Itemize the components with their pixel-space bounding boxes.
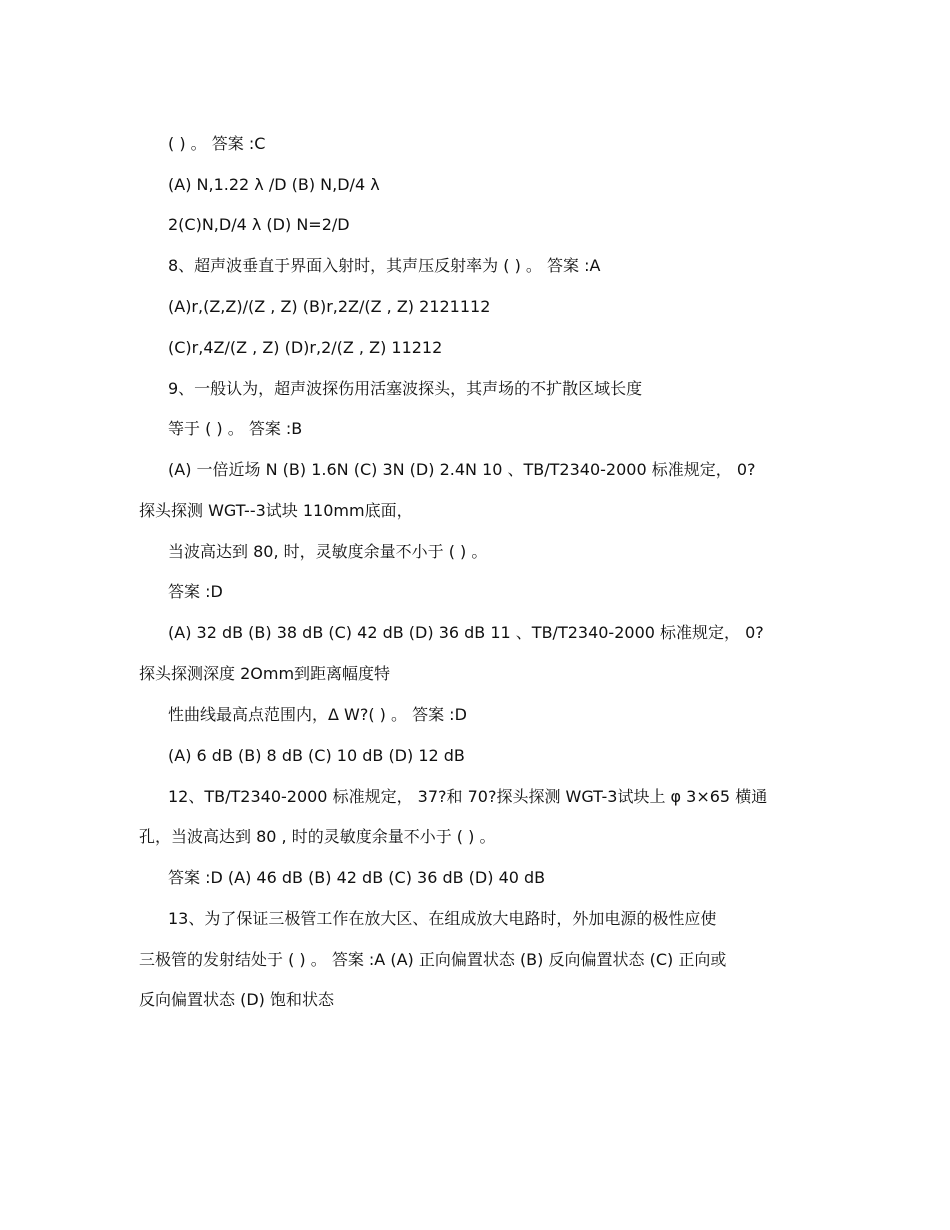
text-line: (A)r,(Z,Z)/(Z , Z) (B)r,2Z/(Z , Z) 2121112 [168, 297, 491, 316]
text-line: 答案 :D (A) 46 dB (B) 42 dB (C) 36 dB (D) 40 dB [168, 868, 546, 887]
text-line: 答案 :D [168, 582, 223, 601]
text-line: 2(C)N,D/4 λ (D) N=2/D [168, 215, 350, 234]
text-line: 性曲线最高点范围内，Δ W?( ) 。 答案 :D [168, 705, 467, 724]
text-line: ( ) 。 答案 :C [168, 134, 266, 153]
text-line: 当波高达到 80, 时，灵敏度余量不小于 ( ) 。 [168, 542, 488, 561]
text-line: (A) N,1.22 λ /D (B) N,D/4 λ [168, 175, 380, 194]
text-line: 等于 ( ) 。 答案 :B [168, 419, 303, 438]
question-12: 12、TB/T2340-2000 标准规定， 37?和 70?探头探测 WGT-3试块上 φ 3×65 横通 [168, 787, 768, 806]
text-line: 反向偏置状态 (D) 饱和状态 [139, 990, 334, 1009]
text-line: (A) 6 dB (B) 8 dB (C) 10 dB (D) 12 dB [168, 746, 465, 765]
text-line: (A) 一倍近场 N (B) 1.6N (C) 3N (D) 2.4N 10 、TB/T2340-2000 标准规定， 0? [168, 460, 756, 479]
text-line: 探头探测深度 2Omm到距离幅度特 [139, 664, 391, 683]
question-8: 8、超声波垂直于界面入射时，其声压反射率为 ( ) 。 答案 :A [168, 256, 601, 275]
question-9: 9、一般认为，超声波探伤用活塞波探头，其声场的不扩散区域长度 [168, 379, 643, 398]
text-line: 三极管的发射结处于 ( ) 。 答案 :A (A) 正向偏置状态 (B) 反向偏置状态 (C) 正向或 [139, 950, 727, 969]
text-line: (C)r,4Z/(Z , Z) (D)r,2/(Z , Z) 11212 [168, 338, 443, 357]
text-line: 探头探测 WGT--3试块 110mm底面， [139, 501, 413, 520]
text-line: 孔，当波高达到 80 , 时的灵敏度余量不小于 ( ) 。 [139, 827, 496, 846]
text-line: (A) 32 dB (B) 38 dB (C) 42 dB (D) 36 dB 11 、TB/T2340-2000 标准规定， 0? [168, 623, 764, 642]
question-13: 13、为了保证三极管工作在放大区、在组成放大电路时，外加电源的极性应使 [168, 909, 717, 928]
